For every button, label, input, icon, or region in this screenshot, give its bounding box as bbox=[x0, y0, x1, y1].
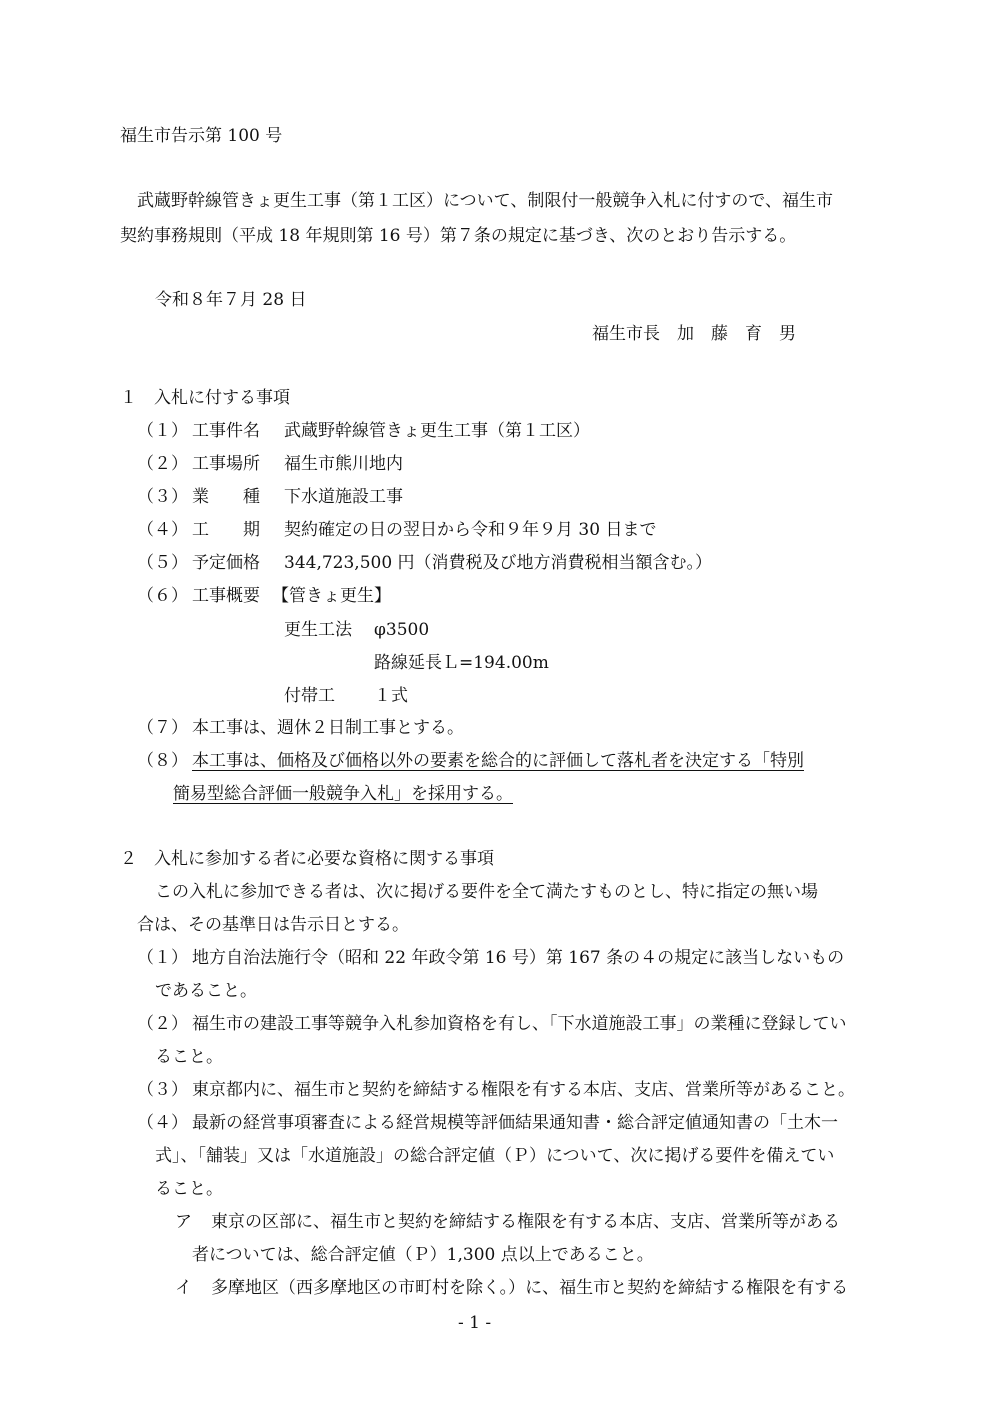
item-value: 【管きょ更生】 bbox=[272, 586, 391, 606]
item-text: ること。 bbox=[155, 1179, 223, 1199]
item-number: （１） bbox=[137, 421, 188, 441]
item-text: 東京都内に、福生市と契約を締結する権限を有する本店、支店、営業所等があること。 bbox=[192, 1080, 855, 1100]
item-text: 地方自治法施行令（昭和 22 年政令第 16 号）第 167 条の４の規定に該当しないもの bbox=[192, 948, 845, 968]
page-number: - 1 - bbox=[458, 1313, 492, 1333]
sub-item-text: 東京の区部に、福生市と契約を締結する権限を有する本店、支店、営業所等がある bbox=[211, 1212, 840, 1232]
notice-number: 福生市告示第 100 号 bbox=[120, 126, 283, 146]
signatory: 福生市長 加 藤 育 男 bbox=[592, 324, 796, 344]
item-number: （４） bbox=[137, 520, 188, 540]
item-number: （２） bbox=[137, 454, 188, 474]
sub-item-mark: ア bbox=[175, 1212, 192, 1232]
overview-length: 路線延長Ｌ=194.00m bbox=[374, 653, 549, 673]
section1-heading: １ 入札に付する事項 bbox=[120, 388, 290, 408]
item-label: 業 種 bbox=[192, 487, 260, 507]
notice-date: 令和８年７月 28 日 bbox=[155, 290, 307, 310]
item-text-underlined: 簡易型総合評価一般競争入札」を採用する。 bbox=[173, 784, 513, 804]
item-number: （７） bbox=[137, 718, 188, 738]
item-text: 式」、「舗装」又は「水道施設」の総合評定値（Ｐ）について、次に掲げる要件を備えてい bbox=[155, 1146, 835, 1166]
item-number: （６） bbox=[137, 586, 188, 606]
item-value: 契約確定の日の翌日から令和９年９月 30 日まで bbox=[284, 520, 657, 540]
sub-item-mark: イ bbox=[175, 1278, 192, 1298]
item-number: （１） bbox=[137, 948, 188, 968]
overview-method-label: 更生工法 bbox=[284, 620, 352, 640]
overview-method-value: φ3500 bbox=[374, 620, 430, 640]
item-label: 工事概要 bbox=[192, 586, 260, 606]
overview-ancillary-label: 付帯工 bbox=[284, 686, 335, 706]
item-text: 最新の経営事項審査による経営規模等評価結果通知書・総合評定値通知書の「土木一 bbox=[192, 1113, 838, 1133]
item-text: 本工事は、週休２日制工事とする。 bbox=[192, 718, 464, 738]
item-number: （３） bbox=[137, 487, 188, 507]
sub-item-text: 多摩地区（西多摩地区の市町村を除く。）に、福生市と契約を締結する権限を有する bbox=[211, 1278, 849, 1298]
item-number: （３） bbox=[137, 1080, 188, 1100]
item-label: 工事場所 bbox=[192, 454, 260, 474]
item-number: （４） bbox=[137, 1113, 188, 1133]
item-number: （８） bbox=[137, 751, 188, 771]
section2-intro: 合は、その基準日は告示日とする。 bbox=[137, 915, 409, 935]
sub-item-text: 者については、総合評定値（Ｐ）1,300 点以上であること。 bbox=[192, 1245, 654, 1265]
item-value: 344,723,500 円（消費税及び地方消費税相当額含む。） bbox=[284, 553, 713, 573]
preamble-line: 武蔵野幹線管きょ更生工事（第１工区）について、制限付一般競争入札に付すので、福生市 bbox=[137, 191, 833, 211]
item-text-underlined: 本工事は、価格及び価格以外の要素を総合的に評価して落札者を決定する「特別 bbox=[192, 751, 804, 771]
item-value: 福生市熊川地内 bbox=[284, 454, 403, 474]
section2-heading: ２ 入札に参加する者に必要な資格に関する事項 bbox=[120, 849, 494, 869]
item-number: （２） bbox=[137, 1014, 188, 1034]
item-value: 武蔵野幹線管きょ更生工事（第１工区） bbox=[284, 421, 590, 441]
preamble-line: 契約事務規則（平成 18 年規則第 16 号）第７条の規定に基づき、次のとおり告示する。 bbox=[120, 226, 797, 246]
item-label: 予定価格 bbox=[192, 553, 260, 573]
overview-ancillary-value: １式 bbox=[374, 686, 408, 706]
item-number: （５） bbox=[137, 553, 188, 573]
item-text: であること。 bbox=[155, 981, 257, 1001]
item-value: 下水道施設工事 bbox=[284, 487, 403, 507]
item-label: 工事件名 bbox=[192, 421, 260, 441]
item-label: 工 期 bbox=[192, 520, 260, 540]
item-text: ること。 bbox=[155, 1047, 223, 1067]
item-text: 福生市の建設工事等競争入札参加資格を有し、「下水道施設工事」の業種に登録してい bbox=[192, 1014, 847, 1034]
section2-intro: この入札に参加できる者は、次に掲げる要件を全て満たすものとし、特に指定の無い場 bbox=[155, 882, 818, 902]
